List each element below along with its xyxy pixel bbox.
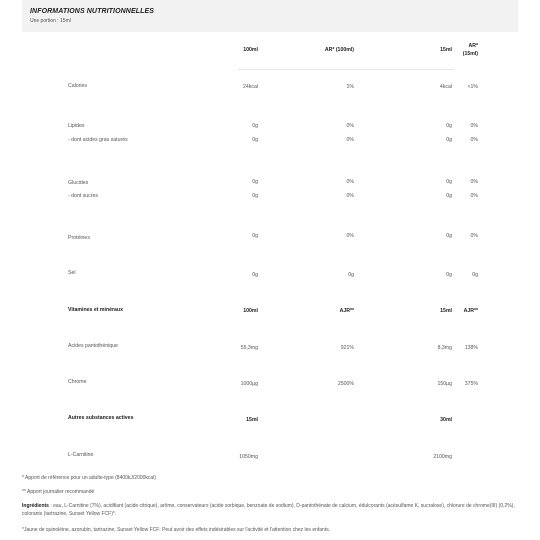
row-value: 15ml xyxy=(440,308,452,314)
row-value: 0% xyxy=(470,193,478,199)
row-label: - dont acides gras saturés xyxy=(68,137,128,143)
row-value: AJR** xyxy=(339,308,354,314)
section-label-vitamins: Vitamines et minéraux xyxy=(68,307,123,313)
row-value: 1% xyxy=(346,84,354,90)
row-value: 4kcal xyxy=(439,84,452,90)
row-label: Lipides xyxy=(68,123,85,129)
row-label: Acides pantothénique xyxy=(68,343,118,349)
footnote-ar: * Apport de référence pour un adulte-type (8400kJ/2000kcal) xyxy=(22,475,156,481)
row-value: 2100mg xyxy=(433,454,452,460)
row-value: 921% xyxy=(340,345,354,351)
section-label-other: Autres substances actives xyxy=(68,415,134,421)
row-value: 0% xyxy=(346,179,354,185)
ingredients-label: Ingrédients xyxy=(22,503,49,509)
row-value: 0g xyxy=(252,123,258,129)
ingredients xyxy=(22,502,518,518)
row-value: 0% xyxy=(470,179,478,185)
row-label: Glucides xyxy=(68,180,89,186)
col-header-ar-15ml-line2: (15ml) xyxy=(462,51,478,57)
row-label: Sel xyxy=(68,270,76,276)
col-header-ar-100ml: AR* (100ml) xyxy=(324,47,354,53)
row-value: 0g xyxy=(252,193,258,199)
section-title: INFORMATIONS NUTRITIONNELLES xyxy=(30,8,154,15)
row-value: 0g xyxy=(252,233,258,239)
serving-size: Une portion : 15ml xyxy=(30,18,71,24)
row-value: 0g xyxy=(446,179,452,185)
row-value: 0% xyxy=(346,193,354,199)
row-value: 8,3mg xyxy=(437,345,452,351)
colorants-warning: *Jaune de quinoléine, azorubin, tartrazine, Sunset Yellow FCF: Peut avoir des effets indésirables sur l'activité et l'attention chez les enfants. xyxy=(22,527,331,533)
row-value: 0g xyxy=(446,137,452,143)
nutrition-header xyxy=(22,0,518,32)
ingredients-text: : eau, L-Carnitine (7%), acidifiant (acide citrique), arôme, conservateurs (acide sorbique, benzoate de sodium), D-pantothénate de calcium, édulcorants (acésulfame K, sucralose), chlorure de chrome(III) (0,2%), colorants (tartrazine, Sunset Yellow FCF)*. xyxy=(22,503,515,517)
row-value: 0g xyxy=(252,137,258,143)
row-value: 0g xyxy=(348,272,354,278)
row-label: Calories xyxy=(68,83,88,89)
header-divider xyxy=(238,69,454,70)
row-value: 0% xyxy=(470,137,478,143)
col-header-ar-15ml-line1: AR* xyxy=(468,43,478,49)
row-value: 0% xyxy=(346,137,354,143)
footnote-ajr: ** Apport journalier recommandé xyxy=(22,489,95,495)
row-value: 0g xyxy=(252,272,258,278)
row-value: 0g xyxy=(446,272,452,278)
row-value: 375% xyxy=(464,381,478,387)
row-value: AJR** xyxy=(463,308,478,314)
row-value: 55,3mg xyxy=(240,345,258,351)
row-value: 2500% xyxy=(337,381,354,387)
row-value: 100ml xyxy=(243,308,258,314)
row-value: 1000µg xyxy=(240,381,258,387)
row-value: 0g xyxy=(446,123,452,129)
row-value: 138% xyxy=(464,345,478,351)
row-value: 0% xyxy=(346,123,354,129)
col-header-100ml: 100ml xyxy=(243,47,258,53)
row-value: 15ml xyxy=(246,417,258,423)
row-value: 0g xyxy=(252,179,258,185)
row-value: 0g xyxy=(446,193,452,199)
row-label: Protéines xyxy=(68,235,90,241)
row-value: <1% xyxy=(467,84,478,90)
row-label: - dont sucres xyxy=(68,193,98,199)
row-value: 0g xyxy=(446,233,452,239)
col-header-15ml: 15ml xyxy=(440,47,452,53)
row-value: 150µg xyxy=(437,381,452,387)
row-value: 0% xyxy=(346,233,354,239)
row-label: Chrome xyxy=(68,379,87,385)
row-value: 0% xyxy=(470,123,478,129)
row-value: 24kcal xyxy=(243,84,258,90)
row-label: L-Carnitine xyxy=(68,452,94,458)
row-value: 30ml xyxy=(440,417,452,423)
row-value: 0% xyxy=(470,233,478,239)
row-value: 0g xyxy=(472,272,478,278)
row-value: 1050mg xyxy=(239,454,258,460)
